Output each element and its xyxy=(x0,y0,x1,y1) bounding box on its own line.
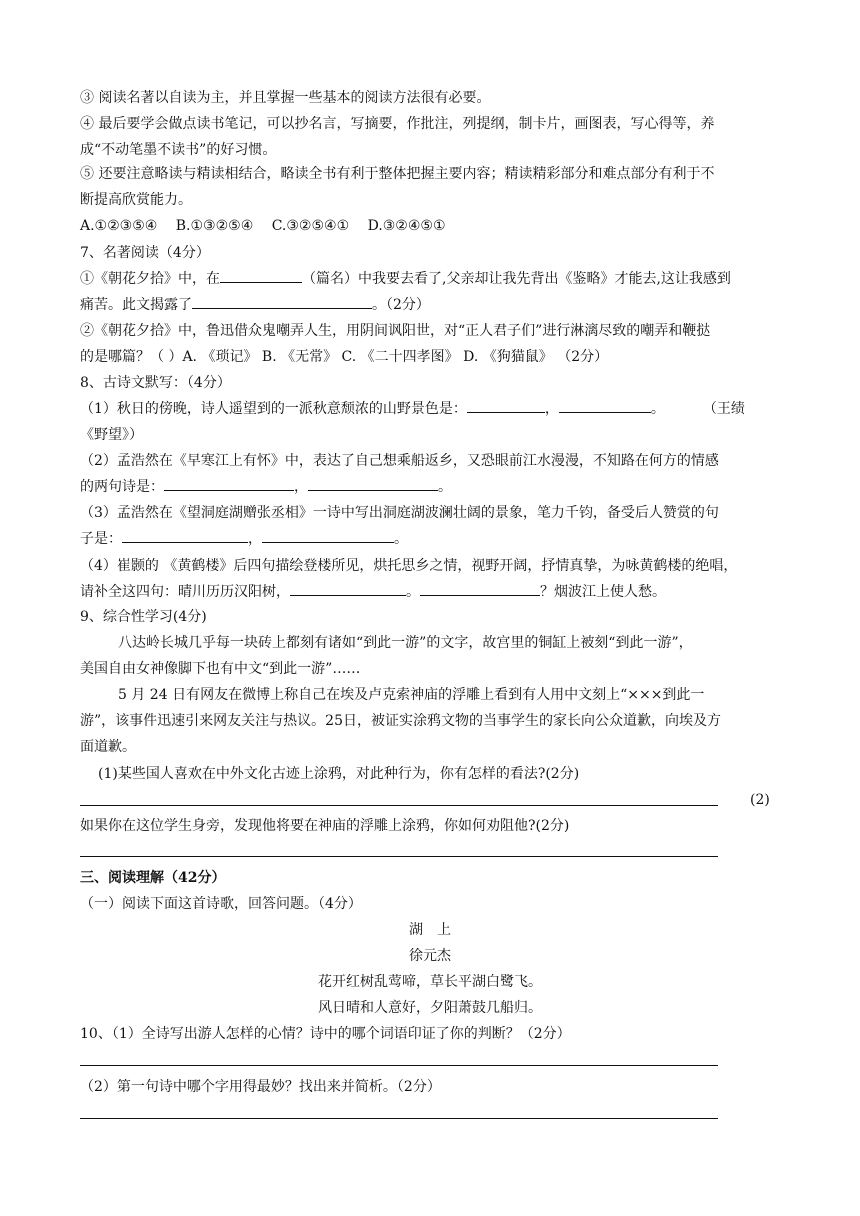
q8-sub-2-line-2 xyxy=(80,476,780,498)
q9-para-1-line-1: 八达岭长城几乎每一块砖上都刻有诸如“到此一游”的文字，故宫里的铜缸上被刻“到此一游”， xyxy=(118,635,693,651)
q8-s2-text: 的两句诗是： xyxy=(80,479,164,495)
q10-part-2: （2）第一句诗中哪个字用得最妙？找出来并简析。（2分） xyxy=(80,1079,441,1095)
q8-sub-4-line-1: （4）崔颢的 《黄鹤楼》后四句描绘登楼所见，烘托思乡之情，视野开阔，抒情真挚，为咏黄鹤楼的绝唱， xyxy=(80,558,738,574)
answer-blank[interactable] xyxy=(262,528,394,543)
answer-blank[interactable] xyxy=(420,581,540,596)
q8-s3-end: 。 xyxy=(394,531,408,547)
q9-para-2-line-1: 5 月 24 日有网友在微博上称自己在埃及卢克索神庙的浮雕上看到有人用中文刻上“×××到此一 xyxy=(118,687,705,703)
answer-blank[interactable] xyxy=(164,476,294,491)
q9-para-2-line-3: 面道歉。 xyxy=(80,739,136,755)
q7-p1-text-c: 痛苦。此文揭露了 xyxy=(80,297,192,313)
q9-title: 9、综合性学习(4分) xyxy=(80,609,207,625)
q8-s4-end: ？烟波江上使人愁。 xyxy=(540,584,666,600)
q6-item-5-line-2: 断提高欣赏能力。 xyxy=(80,192,192,208)
answer-blank[interactable] xyxy=(559,398,651,413)
q8-s1-source-1: （王绩 xyxy=(702,401,745,417)
q6-options: A.①②③⑤④ B.①③②⑤④ C.③②⑤④① D.③②④⑤① xyxy=(80,218,446,234)
poem-title: 湖 上 xyxy=(409,922,451,938)
q9-para-1-line-2: 美国自由女神像脚下也有中文“到此一游”…… xyxy=(80,661,361,677)
q8-sub-1 xyxy=(80,398,780,420)
answer-line[interactable] xyxy=(80,856,718,857)
poem-line-1: 花开红树乱莺啼，草长平湖白鹭飞。 xyxy=(318,974,542,990)
q6-item-4-line-1: ④ 最后要学会做点读书笔记，可以抄名言，写摘要，作批注，列提纲，制卡片，画图表，写心得等，养 xyxy=(80,116,715,132)
q10-part-1: 10、（1）全诗写出游人怎样的心情？诗中的哪个词语印证了你的判断？（2分） xyxy=(80,1026,571,1042)
answer-line[interactable] xyxy=(80,805,718,806)
answer-blank[interactable] xyxy=(290,581,406,596)
q7-title: 7、名著阅读（4分） xyxy=(80,245,210,261)
q9-question-1: (1)某些国人喜欢在中外文化古迹上涂鸦，对此种行为，你有怎样的看法?(2分) xyxy=(98,766,580,782)
q8-s4-text: 请补全这四句：晴川历历汉阳树， xyxy=(80,584,290,600)
q6-item-4-line-2: 成“不动笔墨不读书”的好习惯。 xyxy=(80,142,277,158)
q8-s2-end: 。 xyxy=(438,479,452,495)
q8-s1-sep: ， xyxy=(544,401,559,417)
answer-blank[interactable] xyxy=(122,528,248,543)
q7-part-1-line-2 xyxy=(80,294,780,316)
q7-p1-text-a: ①《朝花夕拾》中，在 xyxy=(80,271,220,287)
q8-sub-4-line-2 xyxy=(80,581,780,603)
q8-sub-2-line-1: （2）孟浩然在《早寒江上有怀》中，表达了自己想乘船返乡，又恐眼前江水漫漫，不知路在何方的情感 xyxy=(80,453,719,469)
q7-p1-text-d: 。（2分） xyxy=(372,297,430,313)
q9-question-2: 如果你在这位学生身旁，发现他将要在神庙的浮雕上涂鸦，你如何劝阻他?(2分) xyxy=(80,818,570,834)
answer-blank[interactable] xyxy=(467,398,545,413)
section-3-sub-1: （一）阅读下面这首诗歌，回答问题。（4分） xyxy=(80,896,362,912)
q8-s2-sep: ， xyxy=(294,479,308,495)
q8-s3-sep: ， xyxy=(248,531,262,547)
answer-line[interactable] xyxy=(80,1065,718,1066)
q7-part-1-line-1 xyxy=(80,268,780,290)
q8-s3-text: 子是： xyxy=(80,531,122,547)
answer-blank[interactable] xyxy=(192,294,372,309)
poem-author: 徐元杰 xyxy=(409,948,451,964)
answer-blank[interactable] xyxy=(220,268,302,283)
q8-sub-3-line-2 xyxy=(80,528,780,550)
q7-part-2-line-1: ②《朝花夕拾》中，鲁迅借众鬼嘲弄人生，用阴间讽阳世，对“正人君子们”进行淋漓尽致的嘲弄和鞭挞 xyxy=(80,323,711,339)
q9-question-2-number: (2) xyxy=(750,792,770,808)
answer-blank[interactable] xyxy=(308,476,438,491)
q9-para-2-line-2: 游”，该事件迅速引来网友关注与热议。25日，被证实涂鸦文物的当事学生的家长向公众道歉，向埃及方 xyxy=(80,713,721,729)
q8-s1-text: （1）秋日的傍晚，诗人遥望到的一派秋意颓浓的山野景色是： xyxy=(80,401,467,417)
q8-title: 8、古诗文默写：（4分） xyxy=(80,375,231,391)
section-3-title: 三、阅读理解（42分） xyxy=(80,870,226,886)
q8-sub-3-line-1: （3）孟浩然在《望洞庭湖赠张丞相》一诗中写出洞庭湖波澜壮阔的景象，笔力千钧，备受后人赞赏的句 xyxy=(80,505,719,521)
q6-item-5-line-1: ⑤ 还要注意略读与精读相结合，略读全书有利于整体把握主要内容；精读精彩部分和难点部分有利于不 xyxy=(80,166,715,182)
q8-s1-end: 。 xyxy=(650,401,665,417)
answer-line[interactable] xyxy=(80,1118,718,1119)
q7-p1-text-b: （篇名）中我要去看了,父亲却让我先背出《鉴略》才能去,这让我感到 xyxy=(302,271,731,287)
q8-sub-1-source-2: 《野望》） xyxy=(80,427,143,443)
q8-s4-sep: 。 xyxy=(406,584,420,600)
q6-item-3: ③ 阅读名著以自读为主，并且掌握一些基本的阅读方法很有必要。 xyxy=(80,90,491,106)
q7-part-2-line-2: 的是哪篇？（ ）A. 《琐记》 B. 《无常》 C. 《二十四孝图》 D. 《狗猫鼠》 （2分） xyxy=(80,349,609,365)
poem-line-2: 风日晴和人意好，夕阳萧鼓几船归。 xyxy=(318,1000,542,1016)
